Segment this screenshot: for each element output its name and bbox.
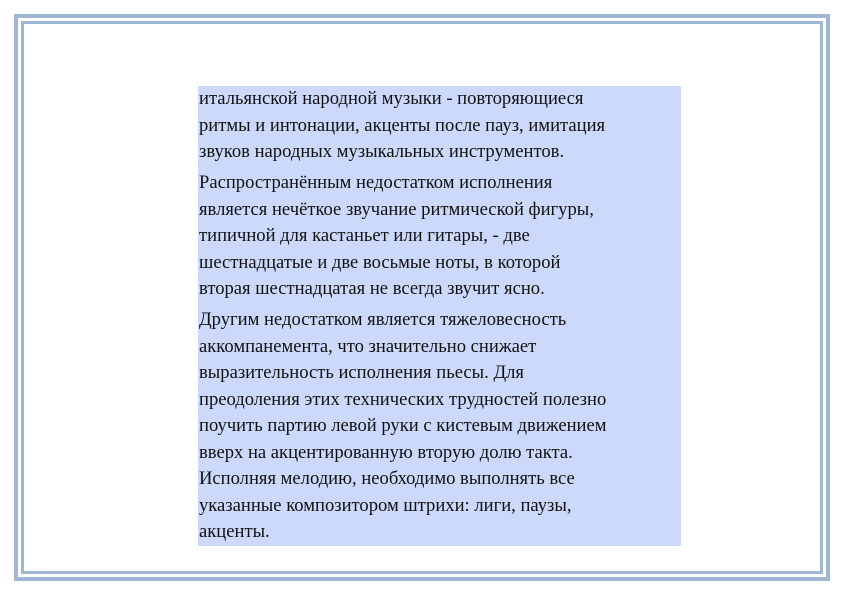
text-line: выразительность исполнения пьесы. Для (199, 362, 524, 383)
text-line: шестнадцатые и две восьмые ноты, в которой (199, 251, 561, 273)
slide-text-box (198, 86, 681, 546)
text-line: типичной для кастаньет или гитары, - две (199, 225, 530, 246)
text-line: вверх на акцентированную вторую долю такта. (199, 441, 573, 463)
paragraph-3 (199, 307, 681, 546)
text-line: вторая шестнадцатая не всегда звучит ясно. (199, 278, 545, 299)
text-line: аккомпанемента, что значительно снижает (199, 335, 537, 357)
paragraph-1 (199, 86, 681, 166)
text-line: Исполняя мелодию, необходимо выполнять все (199, 468, 575, 489)
text-line: указанные композитором штрихи: лиги, паузы, (199, 494, 572, 516)
text-line: Другим недостатком является тяжеловесность (199, 309, 567, 330)
text-line: поучить партию левой руки с кистевым движением (199, 415, 607, 436)
text-line: акценты. (199, 521, 270, 542)
text-line: звуков народных музыкальных инструментов. (199, 141, 565, 162)
text-line: Распространённым недостатком исполнения (199, 172, 553, 193)
paragraph-2 (199, 170, 681, 303)
text-line: преодоления этих технических трудностей полезно (199, 388, 607, 410)
text-line: ритмы и интонации, акценты после пауз, имитация (199, 114, 606, 136)
text-line: является нечёткое звучание ритмической фигуры, (199, 198, 594, 220)
text-line: итальянской народной музыки - повторяющиеся (199, 88, 584, 109)
